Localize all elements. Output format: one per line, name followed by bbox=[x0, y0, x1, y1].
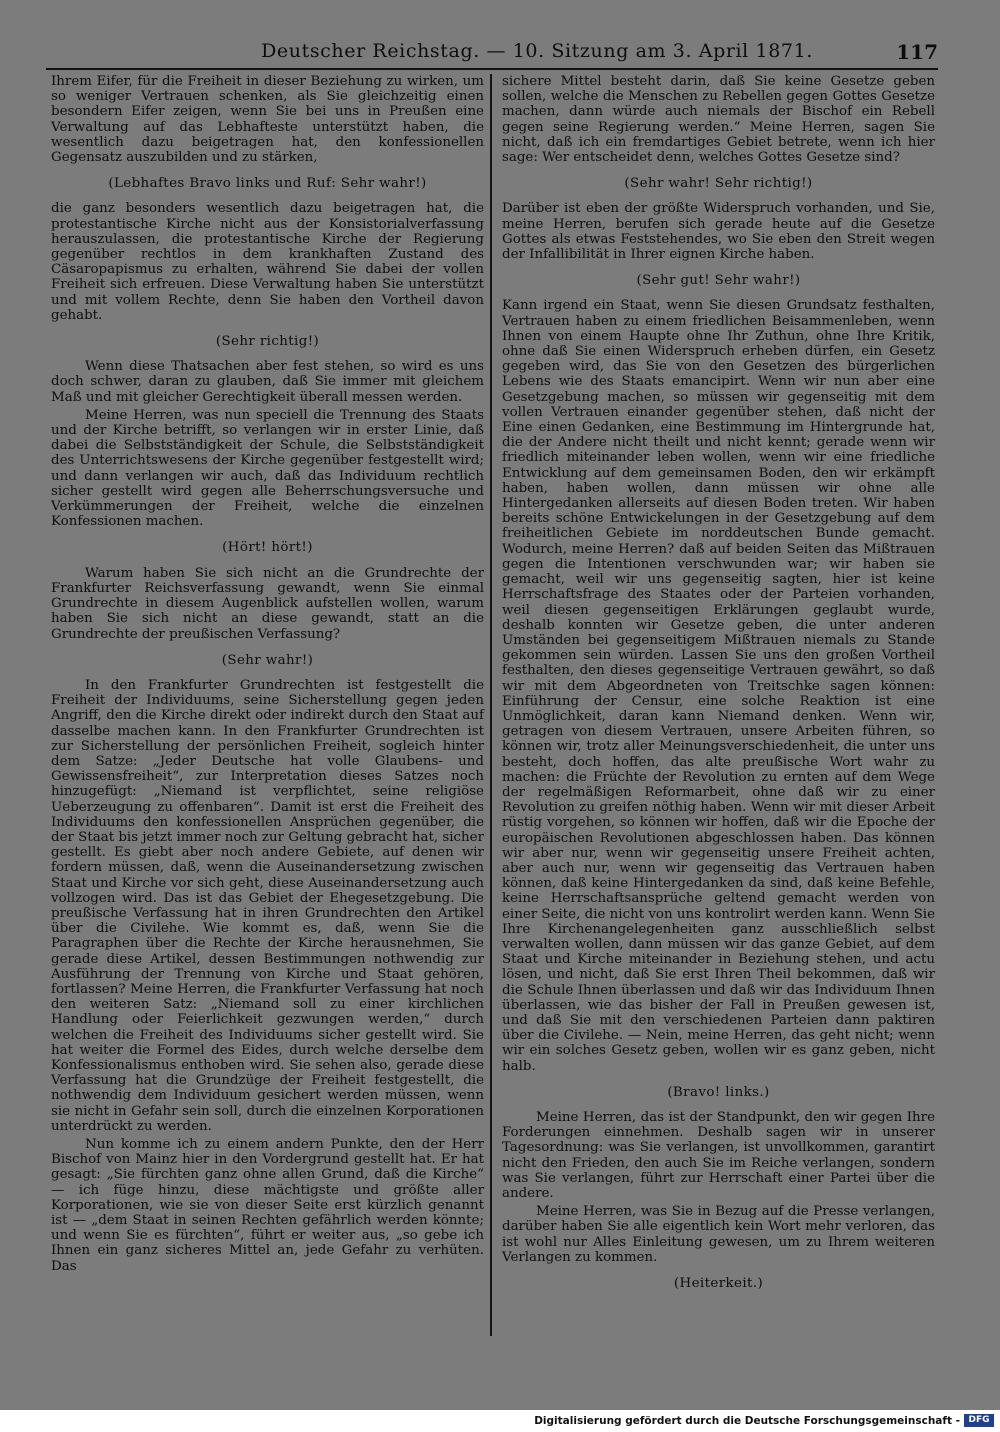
paragraph: Meine Herren, was nun speciell die Trennung des Staats und der Kirche betrifft, so verlangen wir in erster Linie, daß dabei die Selbstständigkeit der Schule, die Selbstständigkeit des Unterrichtswesens der Kirche gegenüber festgestellt wird; und dann verlangen wir auch, daß das Individuum rechtlich sicher gestellt wird gegen alle Beherrschungsversuche und Verkümmerungen der Freiheit, welche die einzelnen Konfessionen machen. bbox=[51, 407, 484, 530]
interjection: (Sehr wahr! Sehr richtig!) bbox=[624, 176, 813, 192]
paragraph: Meine Herren, was Sie in Bezug auf die Presse verlangen, darüber haben Sie alle eigentlich kein Wort mehr verloren, das ist wohl nur Alles Einleitung gewesen, um zu Ihrem weiteren Verlangen zu kommen. bbox=[502, 1204, 935, 1265]
page-number: 117 bbox=[896, 40, 938, 64]
left-column bbox=[51, 74, 484, 1277]
interjection: (Lebhaftes Bravo links und Ruf: Sehr wahr!) bbox=[108, 176, 427, 192]
column-divider bbox=[490, 74, 492, 1336]
paragraph: Kann irgend ein Staat, wenn Sie diesen Grundsatz festhalten, Vertrauen haben zu einem friedlichen Beisammenleben, wenn Ihnen von einem Haupte ohne Ihr Zuthun, ohne Ihre Kritik, ohne daß Sie einen Widerspruch erheben dürfen, ein Gesetz gegeben wird, das Sie von den Gesetzen des bürgerlichen Lebens wie des Staats emancipirt. Wenn wir nun aber eine Gesetzgebung machen, so müssen wir gegenseitig mit dem vollen Vertrauen einander gegenüber stehen, daß nicht der Eine einen Gedanken, eine Bestimmung im Hintergrunde hat, die der Andere nicht theilt und nicht kennt; gerade wenn wir friedlich miteinander leben wollen, wenn wir eine friedliche Entwicklung auf dem gemeinsamen Boden, den wir erkämpft haben, haben wollen, dann müssen wir ohne alle Hintergedanken allerseits auf diesen Boden treten. Wir haben bereits schöne Entwickelungen in der Gesetzgebung auf dem freiheitlichen Gebiete im norddeutschen Bunde gemacht. Wodurch, meine Herren? daß auf beiden Seiten das Mißtrauen gegen die Intentionen verschwunden war; wir haben sie gemacht, weil wir uns gegenseitig sagten, hier ist keine Herrschaftsfrage des Staates oder der Parteien vorhanden, weil diesen gegenseitigen Erklärungen geglaubt wurde, deshalb konnten wir Gesetze geben, die unter anderen Umständen bei gegenseitigem Mißtrauen niemals zu Stande gekommen sein würden. Lassen Sie uns den großen Vortheil festhalten, den dieses gegenseitige Vertrauen gewährt, so daß wir mit dem Abgeordneten von Treitschke sagen können: Einführung der Censur, eine solche Reaktion ist eine Unmöglichkeit, daran kann Niemand denken. Wenn wir, getragen von diesem Vertrauen, unsere Arbeiten führen, so können wir, trotz aller Meinungsverschiedenheit, die unter uns besteht, doch hoffen, das alte preußische Wort wahr zu machen: die Früchte der Revolution zu ernten auf dem Wege der regelmäßigen Reformarbeit, ohne daß wir zu einer Revolution zu greifen nöthig haben. Wenn wir mit dieser Arbeit rüstig vorgehen, so können wir hoffen, daß wir die Epoche der europäischen Revolutionen abgeschlossen haben. Das können wir aber nur, wenn wir gegenseitig unsere Freiheit achten, aber auch nur, wenn wir gegenseitig das Vertrauen haben können, daß keine Hintergedanken da sind, daß keine Befehle, keine Herrschaftsansprüche geltend gemacht werden von einer Seite, die nicht von uns kontrolirt werden kann. Wenn Sie Ihre Kirchenangelegenheiten ganz ausschließlich selbst verwalten wollen, dann müssen wir das ganze Gebiet, auf dem Staat und Kirche miteinander in Beziehung stehen, und actu lösen, und nicht, daß Sie erst Ihren Theil bekommen, daß wir die Schule Ihnen überlassen und daß wir das Individuum Ihnen überlassen, wie das bisher der Fall in Preußen gewesen ist, und daß Sie mit den verschiedenen Parteien dann paktiren über die Civilehe. — Nein, meine Herren, das geht nicht; wenn wir ein solches Gesetz geben, wollen wir es ganz geben, nicht halb. bbox=[502, 298, 935, 1074]
paragraph: sichere Mittel besteht darin, daß Sie keine Gesetze geben sollen, welche die Menschen zu Rebellen gegen Gottes Gesetze machen, dann würde auch niemals der Bischof ein Rebell gegen seine Regierung werden.“ Meine Herren, sagen Sie nicht, daß ich ein fremdartiges Gebiet betrete, wenn ich hier sage: Wer entscheidet denn, welches Gottes Gesetze sind? bbox=[502, 74, 935, 166]
interjection: (Sehr wahr!) bbox=[221, 652, 314, 668]
paragraph: Meine Herren, das ist der Standpunkt, den wir gegen Ihre Forderungen einnehmen. Deshalb sagen wir in unserer Tagesordnung: was Sie verlangen, ist unvollkommen, garantirt nicht den Frieden, den auch Sie im Reiche verlangen, sondern was Sie verlangen, führt zur Herrschaft einer Partei über die andere. bbox=[502, 1110, 935, 1202]
paragraph: Darüber ist eben der größte Widerspruch vorhanden, und Sie, meine Herren, berufen sich gerade heute auf die Gesetze Gottes als etwas Feststehendes, wo Sie eben den Streit wegen der Infallibilität in Ihrer eignen Kirche haben. bbox=[502, 201, 935, 263]
interjection: (Bravo! links.) bbox=[667, 1084, 770, 1100]
paragraph: Warum haben Sie sich nicht an die Grundrechte der Frankfurter Reichsverfassung gewandt, wenn Sie einmal Grundrechte in diesem Augenblick aufstellen wollen, warum haben Sie sich nicht an diese gewandt, statt an die Grundrechte der preußischen Verfassung? bbox=[51, 565, 484, 642]
interjection: (Sehr gut! Sehr wahr!) bbox=[636, 273, 801, 289]
paragraph: die ganz besonders wesentlich dazu beigetragen hat, die protestantische Kirche nicht aus der Konsistorialverfassung herauszulassen, die protestantische Kirche der Regierung gegenüber rechtlos in dem krankhaften Zustand des Cäsaropapismus zu erhalten, während Sie dabei der vollen Freiheit sich erfreuen. Diese Verwaltung haben Sie unterstützt und mit vollem Rechte, denn Sie haben den Vortheil davon gehabt. bbox=[51, 201, 484, 323]
paragraph: Ihrem Eifer, für die Freiheit in dieser Beziehung zu wirken, um so weniger Vertrauen schenken, als Sie gleichzeitig einen besondern Eifer zeigen, wenn Sie bei uns in Preußen eine Verwaltung auf das Lebhafteste unterstützt haben, die wesentlich dazu beigetragen hat, den konfessionellen Gegensatz auszubilden und zu stärken, bbox=[51, 74, 484, 166]
funding-credit: Digitalisierung gefördert durch die Deutsche Forschungsgemeinschaft - bbox=[534, 1415, 960, 1427]
running-title: Deutscher Reichstag. — 10. Sitzung am 3. April 1871. bbox=[261, 40, 813, 62]
interjection: (Sehr richtig!) bbox=[215, 334, 320, 350]
footer-bar bbox=[0, 1410, 1000, 1432]
page-header bbox=[46, 40, 938, 70]
right-column bbox=[502, 74, 935, 1301]
interjection: (Hört! hört!) bbox=[222, 540, 313, 556]
dfg-logo-icon: DFG bbox=[964, 1414, 994, 1427]
paragraph: Wenn diese Thatsachen aber fest stehen, so wird es uns doch schwer, daran zu glauben, daß Sie immer mit gleichem Maß und mit gleicher Gerechtigkeit überall messen werden. bbox=[51, 359, 484, 405]
paragraph: Nun komme ich zu einem andern Punkte, den der Herr Bischof von Mainz hier in den Vordergrund gestellt hat. Er hat gesagt: „Sie fürchten ganz ohne allen Grund, daß die Kirche“ — ich füge hinzu, diese mächtigste und größte aller Korporationen, wie sie von dieser Seite erst kürzlich genannt ist — „dem Staat in seinen Rechten gefährlich werden könnte; und wenn Sie es fürchten“, führt er weiter aus, „so gebe ich Ihnen ein ganz sicheres Mittel an, jede Gefahr zu verhüten. Das bbox=[51, 1137, 484, 1274]
interjection: (Heiterkeit.) bbox=[673, 1276, 764, 1292]
paragraph: In den Frankfurter Grundrechten ist festgestellt die Freiheit der Individuums, seine Sicherstellung gegen jeden Angriff, den die Kirche direkt oder indirekt durch den Staat auf dasselbe machen kann. In den Frankfurter Grundrechten ist zur Sicherstellung der persönlichen Freiheit, sogleich hinter dem Satze: „Jeder Deutsche hat volle Glaubens- und Gewissensfreiheit“, zur Interpretation dieses Satzes noch hinzugefügt: „Niemand ist verpflichtet, seine religiöse Ueberzeugung zu offenbaren“. Damit ist erst die Freiheit des Individuums den konfessionellen Ansprüchen gegenüber, die der Staat bis jetzt immer noch zur Geltung gebracht hat, sicher gestellt. Es giebt aber noch andere Gebiete, auf denen wir fordern müssen, daß, wenn die Auseinandersetzung zwischen Staat und Kirche vor sich geht, diese Auseinandersetzung auch vollzogen wird. Das ist das Gebiet der Ehegesetzgebung. Die preußische Verfassung hat in ihren Grundrechten den Artikel über die Civilehe. Wie kommt es, daß, wenn Sie die Paragraphen über die Rechte der Kirche herausnehmen, Sie gerade diese Artikel, dessen Bestimmungen nothwendig zur Ausführung der Trennung von Kirche und Staat gehören, fortlassen? Meine Herren, die Frankfurter Verfassung hat noch den weiteren Satz: „Niemand soll zu einer kirchlichen Handlung oder Feierlichkeit gezwungen werden,“ durch welchen die Freiheit des Individuums sicher gestellt wird. Sie hat weiter die Formel des Eides, durch welche derselbe dem Konfessionalismus enthoben wird. Sie sehen also, gerade diese Verfassung hat die Grundzüge der Freiheit festgestellt, die nothwendig dem Individuum gesichert werden müssen, wenn sie nicht in Gefahr sein soll, durch die einzelnen Korporationen unterdrückt zu werden. bbox=[51, 677, 484, 1134]
